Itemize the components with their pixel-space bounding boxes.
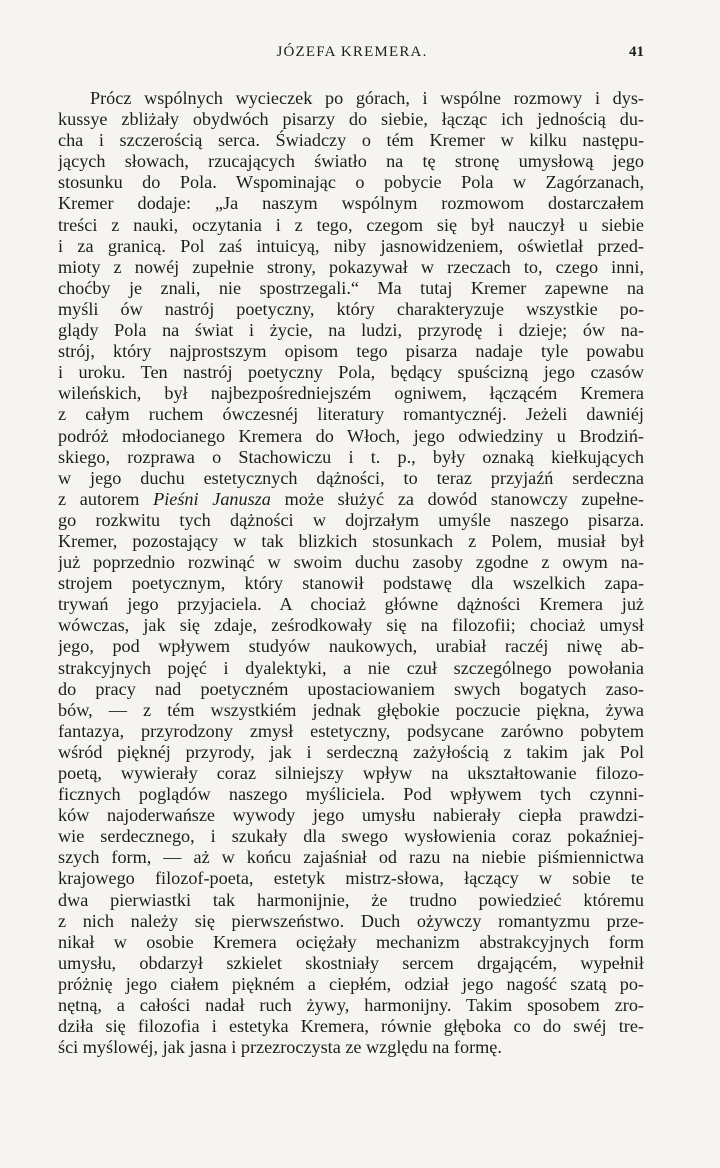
text-line: już poprzednio rozwinąć w swoim duchu zasoby zgodne z owym na-: [58, 552, 644, 573]
text-line: stosunku do Pola. Wspominając o pobycie Pola w Zagórzanach,: [58, 172, 644, 193]
text-line: ków najoderwańsze wywody jego umysłu nabierały ciepła prawdzi-: [58, 805, 644, 826]
text-line: Prócz wspólnych wycieczek po górach, i wspólne rozmowy i dys-: [90, 88, 644, 108]
text-line: wie serdecznego, i szukały dla swego wysłowienia coraz pokaźniej-: [58, 826, 644, 847]
text-line: jego, pod wpływem studyów naukowych, urabiał raczéj niwę ab-: [58, 636, 644, 657]
text-line: wśród pięknéj przyrody, jak i serdeczną zażyłością z takim jak Pol: [58, 741, 644, 762]
text-line: skiego, rozprawa o Stachowiczu i t. p., były oznaką kiełkujących: [58, 446, 644, 467]
body-text: [58, 88, 644, 1058]
text-line: strój, który najprostszym opisom tego pisarza nadaje tyle powabu: [58, 341, 644, 362]
text-line: go rozkwitu tych dążności w dojrzałym umyśle naszego pisarza.: [58, 509, 644, 530]
text-line: ficznych poglądów naszego myśliciela. Pod wpływem tych czynni-: [58, 784, 644, 805]
text-line: i uroku. Ten nastrój poetyczny Pola, będący spuścizną jego czasów: [58, 362, 644, 383]
text-line: szych form, — aż w końcu zajaśniał od razu na niebie piśmiennictwa: [58, 847, 644, 868]
text-line: nikał w osobie Kremera ociężały mechanizm abstrakcyjnych form: [58, 931, 644, 952]
text-line: Kremer dodaje: „Ja naszym wspólnym rozmowom dostarczałem: [58, 193, 644, 214]
text-line: z autorem Pieśni Janusza może służyć za dowód stanowczy zupełne-: [58, 488, 644, 509]
text-line: nętną, a całości nadał ruch żywy, harmonijny. Takim sposobem zro-: [58, 995, 644, 1016]
text-line: glądy Pola na świat i życie, na ludzi, przyrodę i dzieje; ów na-: [58, 320, 644, 341]
text-line: próżnię jego ciałem piękném a ciepłém, odział jego nagość szatą po-: [58, 973, 644, 994]
page-number: 41: [629, 44, 644, 60]
text-line: poetą, wywierały coraz silniejszy wpływ na ukształtowanie filozo-: [58, 763, 644, 783]
text-line: strojem poetycznym, który stanowił podstawę dla wszelkich zapa-: [58, 573, 644, 594]
text-line: z całym ruchem ówczesnéj literatury romantycznéj. Jeżeli dawniéj: [58, 404, 644, 425]
text-line: myśli ów nastrój poetyczny, który charakteryzuje wszystkie po-: [58, 298, 644, 319]
text-line: do pracy nad poetyczném upostaciowaniem swych bogatych zaso-: [58, 678, 644, 699]
text-line: mioty z nowéj zupełnie strony, pokazywał w rzeczach to, czego inni,: [58, 256, 644, 277]
text-line: bów, — z tém wszystkiém jednak głębokie poczucie piękna, żywa: [58, 699, 644, 720]
text-line: trywań jego przyjaciela. A chociaż główne dążności Kremera już: [58, 594, 644, 615]
text-line: ści myślowéj, jak jasna i przezroczysta ze względu na formę.: [58, 1037, 502, 1058]
text-line: wileńskich, był najbezpośredniejszém ogniwem, łączącém Kremera: [58, 383, 644, 404]
text-line: fantazya, przyrodzony zmysł estetyczny, podsycane zarówno pobytem: [58, 720, 644, 741]
text-line: z nich należy się pierwszeństwo. Duch ożywczy romantyzmu prze-: [58, 910, 644, 931]
text-line: strakcyjnych pojęć i dyalektyki, a nie czuł szczególnego powołania: [58, 657, 644, 678]
page-header: [60, 44, 644, 70]
text-line: podróż młodocianego Kremera do Włoch, jego odwiedziny u Brodziń-: [58, 425, 644, 446]
text-line: kussye zbliżały obydwóch pisarzy do siebie, łącząc ich jednością du-: [58, 109, 644, 130]
text-line: jących słowach, rzucających światło na tę stronę umysłową jego: [58, 151, 644, 172]
text-line: w jego duchu estetycznych dążności, to teraz przyjaźń serdeczna: [58, 467, 644, 488]
text-line: treści z nauki, oczytania i z tego, czegom się był nauczył u siebie: [58, 214, 644, 235]
italic-title: Pieśni Janusza: [153, 488, 271, 509]
text-line: cha i szczerością serca. Świadczy o tém Kremer w kilku następu-: [58, 130, 644, 151]
text-line: dziła się filozofia i estetyka Kremera, równie głęboka co do swéj tre-: [58, 1016, 644, 1037]
text-line: dwa pierwiastki tak harmonijnie, że trudno powiedzieć któremu: [58, 889, 644, 910]
text-line: umysłu, obdarzył szkielet skostniały sercem drgającém, wypełnił: [58, 952, 644, 973]
text-line: choćby je znali, nie spostrzegali.“ Ma tutaj Kremer zapewne na: [58, 277, 644, 298]
text-line: Kremer, pozostający w tak blizkich stosunkach z Polem, musiał był: [58, 530, 644, 551]
text-line: wówczas, jak się zdaje, ześrodkowały się na filozofii; chociaż umysł: [58, 615, 644, 636]
text-line: i za granicą. Pol zaś intuicyą, niby jasnowidzeniem, oświetlał przed-: [58, 235, 644, 256]
text-line: krajowego filozof-poeta, estetyk mistrz-słowa, łączący w sobie te: [58, 868, 644, 889]
running-head: JÓZEFA KREMERA.: [276, 44, 428, 60]
